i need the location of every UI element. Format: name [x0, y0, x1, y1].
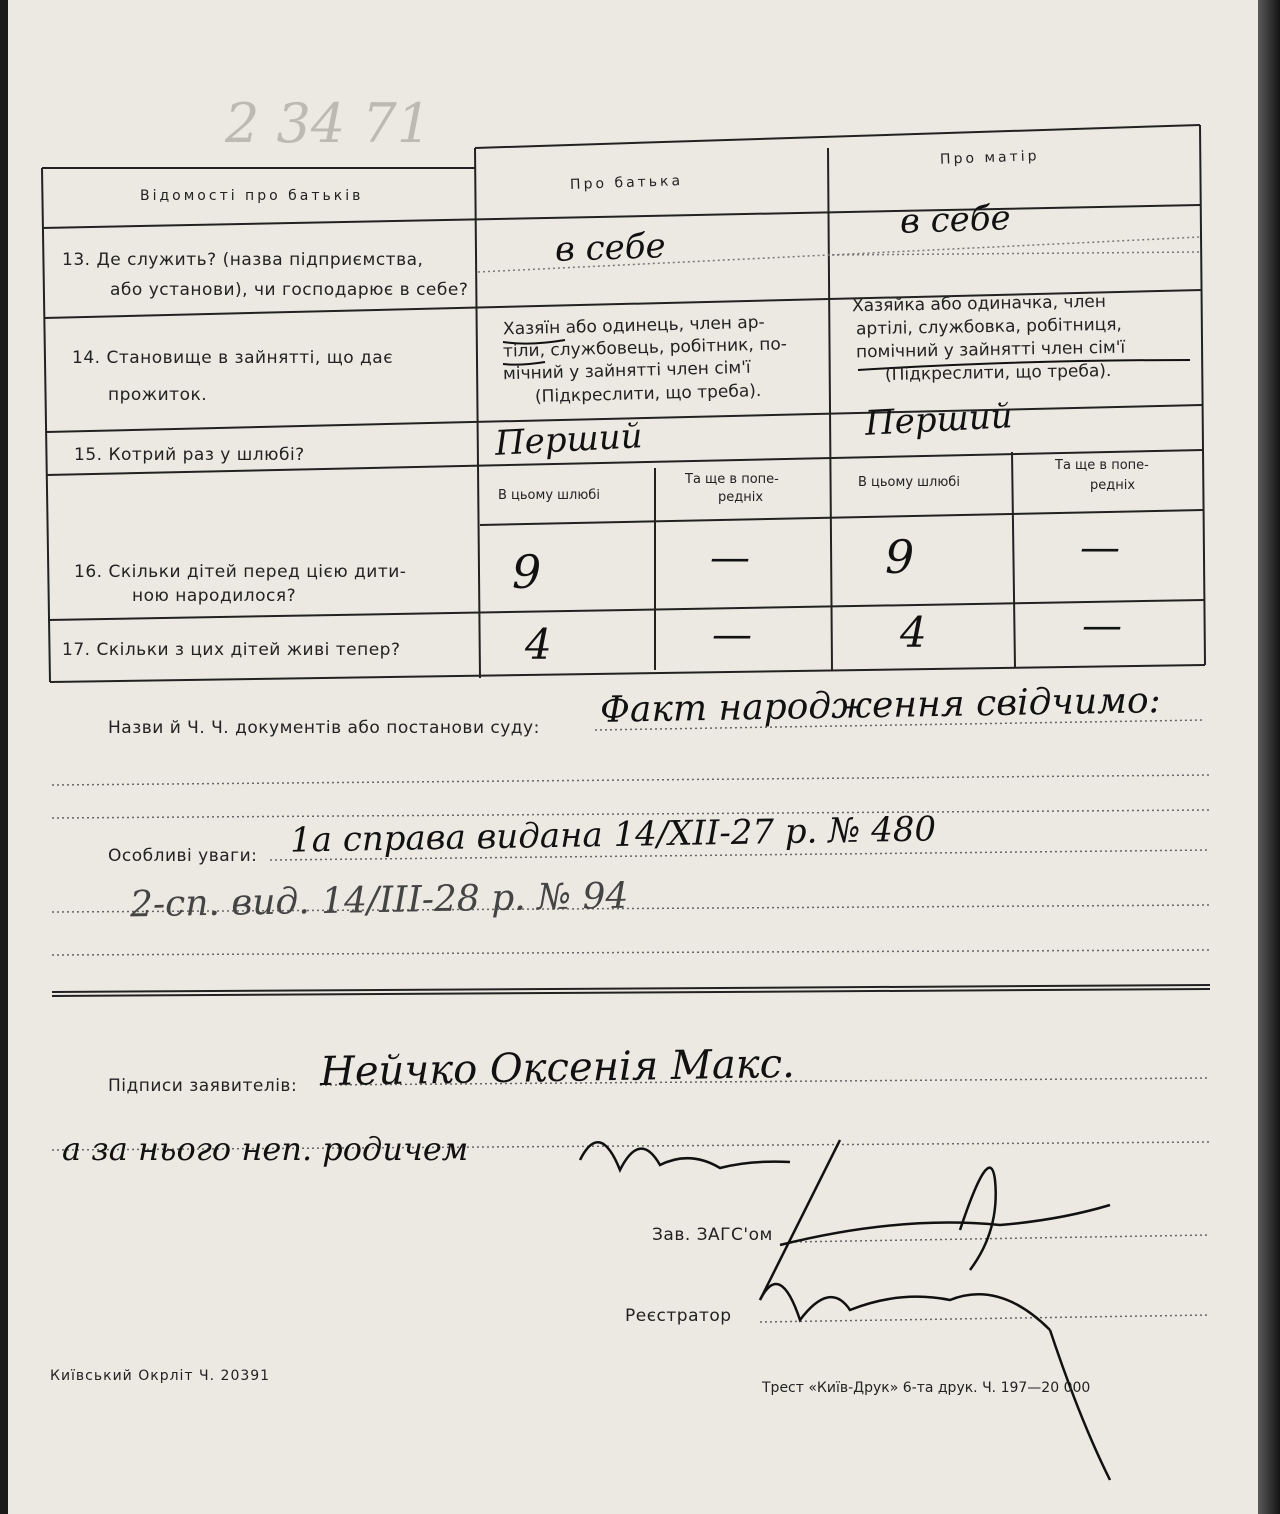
notes-line2: 2-сп. вид. 14/III-28 р. № 94	[129, 875, 629, 926]
q14-mother-instruction: (Підкреслити, що треба).	[884, 361, 1112, 385]
documents-value: Факт народження свідчимо:	[599, 680, 1162, 731]
header-father: Про батька	[569, 173, 684, 193]
signatures-label: Підписи заявителів:	[108, 1076, 298, 1096]
registrar-label: Реєстратор	[625, 1306, 732, 1326]
q14-line2: прожиток.	[108, 385, 208, 405]
footer-printer-right: Трест «Київ-Друк» 6-та друк. Ч. 197—20 000	[762, 1380, 1091, 1396]
signature-line2: а за нього неп. родичем	[62, 1130, 469, 1168]
q14-father-option-3: мічний у зайнятті член сім'ї	[502, 357, 751, 385]
pencil-archive-number: 2 34 71	[225, 92, 432, 155]
notes-line1: 1а справа видана 14/XII-27 р. № 480	[289, 809, 937, 861]
q13-line1: 13. Де служить? (назва підприємства,	[62, 250, 424, 270]
subheader-father-this-marriage: В цьому шлюбі	[498, 488, 600, 503]
q14-line1: 14. Становище в зайнятті, що дає	[72, 348, 394, 368]
q15-father-answer: Перший	[494, 416, 644, 464]
q14-mother-option-2: артілі, службовка, робітниця,	[855, 314, 1123, 340]
q14-mother-option-1: Хазяйка або одиначка, член	[851, 291, 1107, 317]
footer-printer-left: Київський Окрліт Ч. 20391	[50, 1368, 271, 1384]
q13-mother-answer: в себе	[899, 198, 1012, 242]
q16-father-prev: —	[710, 535, 750, 581]
q15-mother-answer: Перший	[864, 396, 1014, 444]
subheader-mother-prev-1: Та ще в попе-	[1055, 458, 1149, 473]
q14-father-option-1: Хазяїн або одинець, член ар-	[502, 312, 765, 340]
q16-mother-this: 9	[885, 530, 915, 584]
q17-mother-prev: —	[1082, 603, 1122, 649]
header-mother: Про матір	[939, 148, 1040, 168]
documents-label: Назви й Ч. Ч. документів або постанови суду:	[108, 718, 540, 738]
q17-question: 17. Скільки з цих дітей живі тепер?	[62, 640, 401, 660]
q14-father-instruction: (Підкреслити, що треба).	[534, 381, 762, 407]
q13-father-answer: в себе	[554, 226, 667, 270]
q16-father-this: 9	[512, 545, 542, 599]
q16-line2: ною народилося?	[132, 586, 297, 606]
q17-father-this: 4	[525, 620, 552, 669]
q16-line1: 16. Скільки дітей перед цією дити-	[74, 562, 407, 582]
subheader-mother-prev-2: редніх	[1090, 478, 1136, 493]
notes-label: Особливі уваги:	[108, 846, 258, 866]
q14-father-option-2: тіли, службовець, робітник, по-	[502, 334, 788, 362]
subheader-father-prev-2: редніх	[718, 490, 764, 505]
subheader-mother-this-marriage: В цьому шлюбі	[858, 475, 960, 490]
applicant-signature: Нейчко Оксенія Макс.	[319, 1040, 796, 1096]
q17-mother-this: 4	[900, 608, 927, 657]
q13-line2: або установи), чи господарює в себе?	[110, 280, 469, 300]
subheader-father-prev-1: Та ще в попе-	[685, 472, 779, 487]
q17-father-prev: —	[712, 612, 752, 658]
q15-question: 15. Котрий раз у шлюбі?	[74, 445, 305, 465]
q14-mother-option-3: помічний у зайнятті член сім'ї	[855, 337, 1126, 363]
zags-head-label: Зав. ЗАГС'ом	[652, 1225, 773, 1245]
header-parents-info: Відомості про батьків	[140, 188, 364, 204]
q16-mother-prev: —	[1080, 525, 1120, 571]
